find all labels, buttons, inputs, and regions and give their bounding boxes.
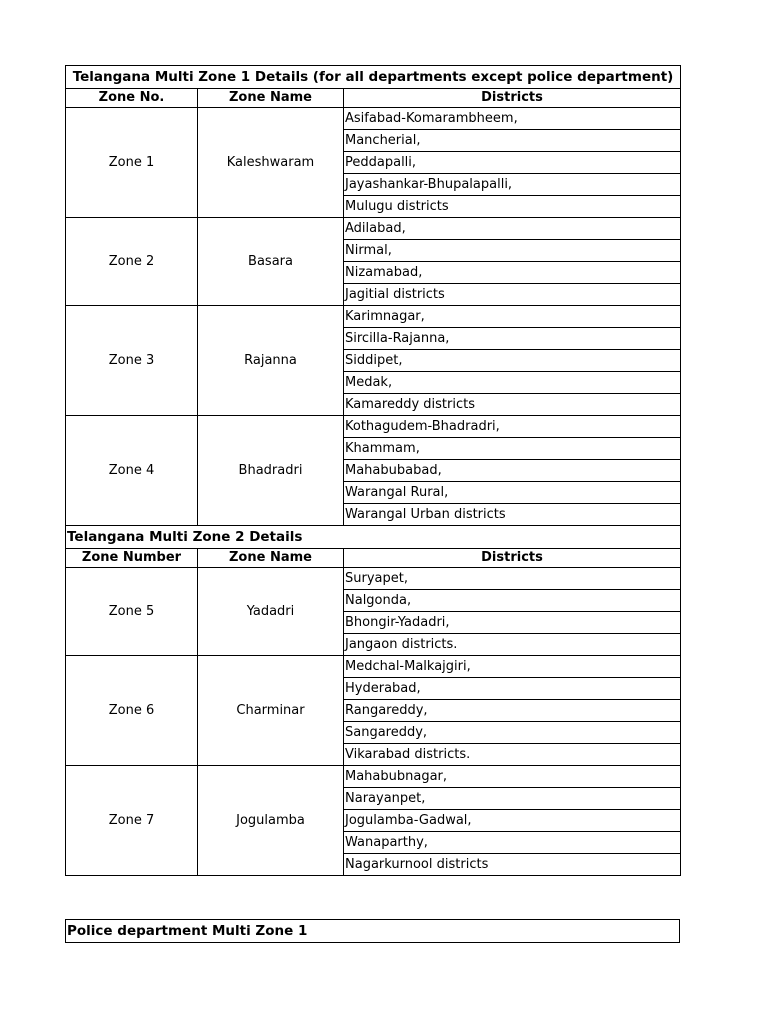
header-row <box>66 549 681 568</box>
zone-number-header: Zone No. <box>66 89 198 108</box>
zone-number-cell: Zone 5 <box>66 568 198 656</box>
district-cell: Medak, <box>344 372 681 394</box>
section-title-row <box>66 526 681 549</box>
district-cell: Jagitial districts <box>344 284 681 306</box>
section-title: Telangana Multi Zone 2 Details <box>66 526 681 549</box>
zone-name-cell: Bhadradri <box>198 416 344 526</box>
district-cell: Medchal-Malkajgiri, <box>344 656 681 678</box>
zone-name-cell: Kaleshwaram <box>198 108 344 218</box>
zone-number-cell: Zone 7 <box>66 766 198 876</box>
table-row <box>66 568 681 590</box>
zone-number-header: Zone Number <box>66 549 198 568</box>
district-cell: Siddipet, <box>344 350 681 372</box>
district-cell: Jayashankar-Bhupalapalli, <box>344 174 681 196</box>
district-cell: Nirmal, <box>344 240 681 262</box>
table-row <box>66 416 681 438</box>
district-cell: Peddapalli, <box>344 152 681 174</box>
police-section-title: Police department Multi Zone 1 <box>66 920 680 943</box>
section-title: Telangana Multi Zone 1 Details (for all departments except police department) <box>66 66 681 89</box>
district-cell: Nalgonda, <box>344 590 681 612</box>
district-cell: Kothagudem-Bhadradri, <box>344 416 681 438</box>
zone-name-header: Zone Name <box>198 89 344 108</box>
zone-name-cell: Basara <box>198 218 344 306</box>
table-row <box>66 108 681 130</box>
district-cell: Nagarkurnool districts <box>344 854 681 876</box>
table-row <box>66 766 681 788</box>
district-cell: Adilabad, <box>344 218 681 240</box>
zone-number-cell: Zone 4 <box>66 416 198 526</box>
zone-number-cell: Zone 6 <box>66 656 198 766</box>
district-cell: Kamareddy districts <box>344 394 681 416</box>
police-title-row <box>66 920 680 943</box>
district-cell: Mulugu districts <box>344 196 681 218</box>
zone-name-cell: Charminar <box>198 656 344 766</box>
district-cell: Mancherial, <box>344 130 681 152</box>
section-title-row <box>66 66 681 89</box>
zone-name-cell: Jogulamba <box>198 766 344 876</box>
zone-number-cell: Zone 3 <box>66 306 198 416</box>
table-row <box>66 306 681 328</box>
district-cell: Wanaparthy, <box>344 832 681 854</box>
zones-table <box>65 65 681 876</box>
police-zones-table <box>65 919 680 943</box>
district-cell: Karimnagar, <box>344 306 681 328</box>
district-cell: Narayanpet, <box>344 788 681 810</box>
district-cell: Vikarabad districts. <box>344 744 681 766</box>
districts-header: Districts <box>344 549 681 568</box>
district-cell: Jangaon districts. <box>344 634 681 656</box>
district-cell: Hyderabad, <box>344 678 681 700</box>
district-cell: Khammam, <box>344 438 681 460</box>
district-cell: Mahabubnagar, <box>344 766 681 788</box>
district-cell: Mahabubabad, <box>344 460 681 482</box>
header-row <box>66 89 681 108</box>
district-cell: Nizamabad, <box>344 262 681 284</box>
districts-header: Districts <box>344 89 681 108</box>
zone-name-cell: Yadadri <box>198 568 344 656</box>
zone-name-cell: Rajanna <box>198 306 344 416</box>
table-row <box>66 656 681 678</box>
district-cell: Warangal Rural, <box>344 482 681 504</box>
table-row <box>66 218 681 240</box>
district-cell: Sircilla-Rajanna, <box>344 328 681 350</box>
district-cell: Bhongir-Yadadri, <box>344 612 681 634</box>
district-cell: Jogulamba-Gadwal, <box>344 810 681 832</box>
district-cell: Warangal Urban districts <box>344 504 681 526</box>
zone-number-cell: Zone 1 <box>66 108 198 218</box>
district-cell: Asifabad-Komarambheem, <box>344 108 681 130</box>
zone-name-header: Zone Name <box>198 549 344 568</box>
zone-number-cell: Zone 2 <box>66 218 198 306</box>
district-cell: Sangareddy, <box>344 722 681 744</box>
district-cell: Rangareddy, <box>344 700 681 722</box>
district-cell: Suryapet, <box>344 568 681 590</box>
